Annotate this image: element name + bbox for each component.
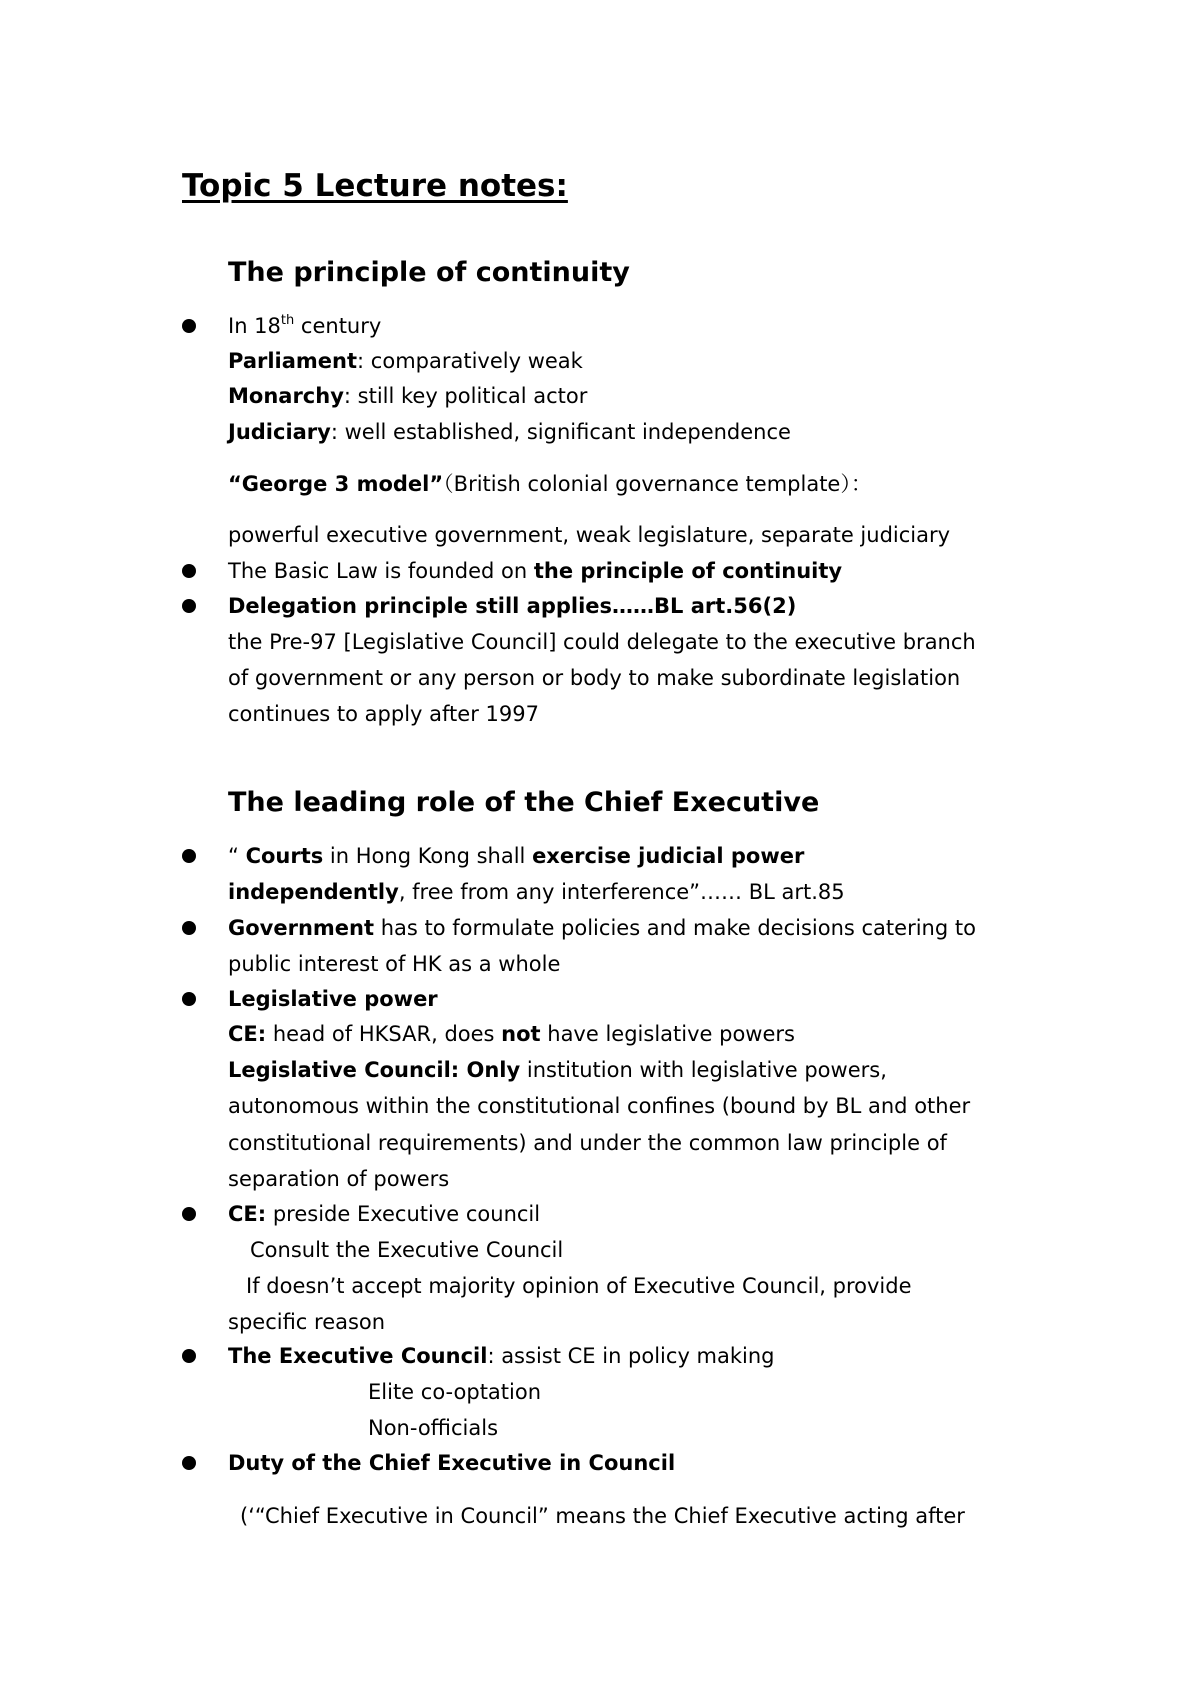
- section-heading-continuity: The principle of continuity: [228, 257, 630, 288]
- courts-line-2: [228, 877, 845, 907]
- label: CE:: [228, 1022, 267, 1046]
- bullet-icon: [182, 1456, 196, 1470]
- george-model-line: [228, 469, 872, 499]
- text: : still key political actor: [343, 384, 588, 408]
- list-item-executive-council: [228, 1341, 775, 1371]
- bold-text: The Executive Council: [228, 1344, 488, 1368]
- bullet-icon: [182, 1349, 196, 1363]
- list-item-duty-ce-in-council: [228, 1448, 675, 1478]
- bold-text: exercise judicial power: [532, 844, 805, 868]
- bold-text: not: [501, 1022, 541, 1046]
- legco-line: [228, 1055, 887, 1085]
- ce-in-council-definition: (‘“Chief Executive in Council” means the Chief Executive acting after: [240, 1504, 965, 1528]
- list-item-basic-law: [228, 556, 842, 586]
- superscript: th: [280, 313, 295, 328]
- bullet-icon: [182, 1207, 196, 1221]
- non-officials-line: Non-officials: [368, 1416, 499, 1440]
- bullet-icon: [182, 319, 196, 333]
- list-item-ce-preside: [228, 1199, 540, 1229]
- bold-text: Delegation principle still applies……BL art.56(2): [228, 594, 797, 618]
- text: In 18: [228, 314, 281, 338]
- delegation-line-1: the Pre-97 [Legislative Council] could delegate to the executive branch: [228, 630, 976, 654]
- bold-text: independently: [228, 880, 399, 904]
- elite-cooptation-line: Elite co-optation: [368, 1380, 542, 1404]
- text: （British colonial governance template）：: [443, 472, 872, 496]
- bullet-icon: [182, 849, 196, 863]
- text: in Hong Kong shall: [323, 844, 533, 868]
- delegation-line-3: continues to apply after 1997: [228, 702, 539, 726]
- george-model-description: powerful executive government, weak legislature, separate judiciary: [228, 523, 951, 547]
- government-line-2: public interest of HK as a whole: [228, 952, 561, 976]
- text: : assist CE in policy making: [487, 1344, 775, 1368]
- ce-consult-line: Consult the Executive Council: [250, 1238, 564, 1262]
- bold-text: Duty of the Chief Executive in Council: [228, 1451, 676, 1475]
- text: have legislative powers: [540, 1022, 795, 1046]
- bold-text: Courts: [245, 844, 324, 868]
- list-item-18th-century: [228, 311, 381, 341]
- text: “: [228, 844, 246, 868]
- judiciary-line: [228, 417, 791, 447]
- text: , free from any interference”…… BL art.85: [398, 880, 845, 904]
- text: has to formulate policies and make decisions catering to: [374, 916, 976, 940]
- list-item-government: [228, 913, 976, 943]
- label: Parliament: [228, 349, 358, 373]
- label: “George 3 model”: [228, 472, 444, 496]
- bullet-icon: [182, 564, 196, 578]
- label: Judiciary: [228, 420, 331, 444]
- legco-line-2: autonomous within the constitutional confines (bound by BL and other: [228, 1094, 971, 1118]
- text: institution with legislative powers,: [520, 1058, 887, 1082]
- page-title: Topic 5 Lecture notes:: [182, 168, 568, 204]
- bullet-icon: [182, 992, 196, 1006]
- text: : comparatively weak: [357, 349, 583, 373]
- list-item-courts: [228, 841, 804, 871]
- text: century: [294, 314, 382, 338]
- legco-line-3: constitutional requirements) and under the common law principle of: [228, 1131, 947, 1155]
- label: Monarchy: [228, 384, 344, 408]
- list-item-delegation: [228, 591, 796, 621]
- bullet-icon: [182, 921, 196, 935]
- legco-line-4: separation of powers: [228, 1167, 450, 1191]
- text: head of HKSAR, does: [266, 1022, 502, 1046]
- text: : well established, significant independence: [330, 420, 791, 444]
- text: The Basic Law is founded on: [228, 559, 534, 583]
- bold-text: Government: [228, 916, 375, 940]
- bullet-icon: [182, 599, 196, 613]
- monarchy-line: [228, 381, 587, 411]
- label: Legislative Council: Only: [228, 1058, 521, 1082]
- section-heading-chief-executive: The leading role of the Chief Executive: [228, 787, 820, 818]
- ce-majority-line: If doesn’t accept majority opinion of Executive Council, provide: [246, 1274, 912, 1298]
- ce-reason-line: specific reason: [228, 1310, 386, 1334]
- text: preside Executive council: [266, 1202, 541, 1226]
- bold-text: the principle of continuity: [533, 559, 843, 583]
- list-item-legislative-power: [228, 984, 438, 1014]
- ce-legislative-line: [228, 1019, 795, 1049]
- delegation-line-2: of government or any person or body to make subordinate legislation: [228, 666, 961, 690]
- bold-text: Legislative power: [228, 987, 438, 1011]
- parliament-line: [228, 346, 583, 376]
- label: CE:: [228, 1202, 267, 1226]
